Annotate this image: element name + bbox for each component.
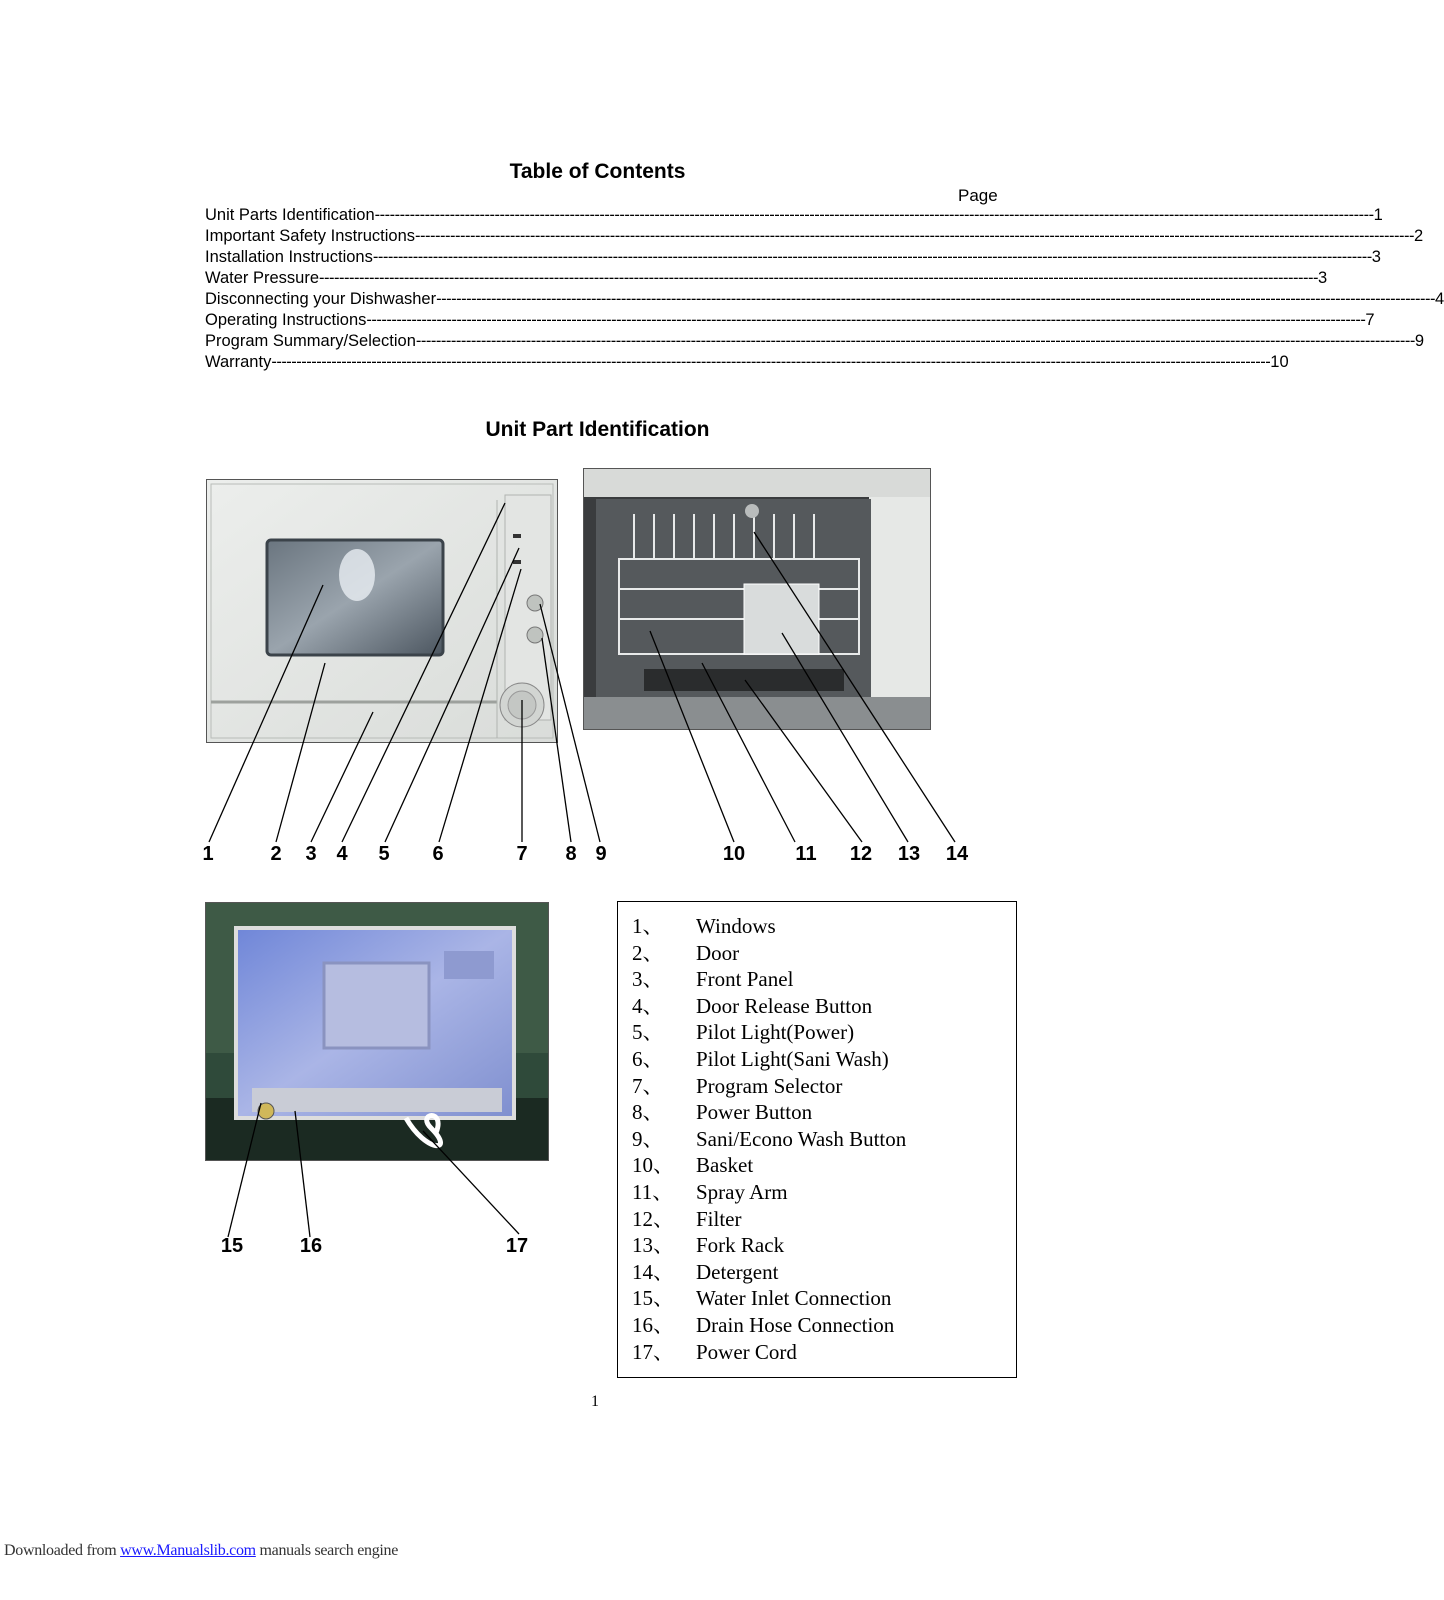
toc-entry-label: Installation Instructions [205, 248, 373, 266]
toc-entry-label: Water Pressure [205, 269, 320, 287]
legend-item-name: Water Inlet Connection [696, 1286, 892, 1311]
toc-page-header: Page [958, 186, 998, 205]
legend-item-number: 10、 [632, 1153, 674, 1178]
callout-number: 14 [945, 843, 969, 865]
toc-leader: -------------------------------------------------------------------------------------------------------------------------------------------------------------------------------------------------------- [436, 290, 1436, 308]
legend-item-number: 1、 [632, 914, 664, 938]
legend-item-number: 16、 [632, 1313, 674, 1337]
legend-item-number: 14、 [632, 1259, 674, 1284]
toc-entry-label: Program Summary/Selection [205, 332, 416, 350]
toc-entry-label: Disconnecting your Dishwasher [205, 290, 437, 308]
callout-number: 6 [432, 843, 444, 865]
legend-item-number: 8、 [632, 1100, 664, 1125]
callout-number: 12 [849, 843, 873, 865]
toc-entry-page: 3 [1371, 248, 1381, 266]
legend-item-number: 6、 [632, 1047, 664, 1071]
toc-entry-page: 1 [1373, 206, 1383, 224]
callout-number: 1 [202, 843, 214, 865]
section-title: Unit Part Identification [485, 418, 710, 441]
parts-legend [617, 901, 1017, 1378]
legend-item-name: Door [696, 940, 740, 965]
toc-entry-page: 10 [1270, 353, 1289, 371]
legend-item-number: 12、 [632, 1206, 674, 1231]
toc-leader: -------------------------------------------------------------------------------------------------------------------------------------------------------------------------------------------------------- [319, 269, 1318, 287]
legend-item [632, 1043, 889, 1069]
toc-leader: -------------------------------------------------------------------------------------------------------------------------------------------------------------------------------------------------------- [374, 206, 1374, 224]
toc-entry-label: Warranty [205, 353, 272, 371]
legend-item-name: Drain Hose Connection [696, 1313, 895, 1337]
toc-leader: -------------------------------------------------------------------------------------------------------------------------------------------------------------------------------------------------------- [271, 353, 1271, 371]
legend-item [632, 910, 776, 936]
callout-number: 4 [336, 843, 348, 865]
callout-number: 7 [516, 843, 528, 865]
footer-download-note [4, 1542, 398, 1560]
callout-number: 11 [795, 843, 817, 865]
legend-item [632, 1256, 778, 1282]
callout-number: 17 [505, 1235, 529, 1257]
legend-item-number: 3、 [632, 967, 664, 992]
footer-suffix: manuals search engine [255, 1542, 399, 1559]
legend-item-name: Power Cord [696, 1339, 797, 1364]
legend-item [632, 990, 872, 1016]
legend-item [632, 1149, 754, 1178]
legend-item-name: Fork Rack [696, 1233, 785, 1258]
legend-item [632, 1096, 813, 1125]
toc-entry-page: 2 [1413, 227, 1424, 245]
legend-item-name: Door Release Button [696, 993, 873, 1018]
toc-leader: -------------------------------------------------------------------------------------------------------------------------------------------------------------------------------------------------------- [415, 227, 1414, 245]
callout-number: 15 [220, 1235, 244, 1257]
callout-number: 13 [897, 843, 921, 865]
toc-entry-page: 9 [1414, 332, 1425, 350]
legend-item-name: Basket [696, 1153, 754, 1178]
legend-item-number: 7、 [632, 1073, 664, 1098]
toc-entry-label: Operating Instructions [205, 311, 367, 329]
footer-link[interactable]: www.Manualslib.com [120, 1542, 256, 1559]
legend-item-name: Power Button [696, 1100, 813, 1125]
toc-leader: -------------------------------------------------------------------------------------------------------------------------------------------------------------------------------------------------------- [372, 248, 1372, 266]
legend-item-name: Filter [696, 1206, 742, 1231]
legend-item-name: Program Selector [696, 1073, 843, 1098]
legend-item-name: Pilot Light(Sani Wash) [696, 1047, 889, 1071]
legend-item [632, 1070, 842, 1096]
legend-item [632, 1123, 906, 1149]
page-number: 1 [591, 1393, 599, 1410]
legend-item [632, 1336, 797, 1362]
toc-entry-label: Unit Parts Identification [205, 206, 375, 224]
callout-number: 16 [299, 1235, 323, 1257]
callout-number: 8 [565, 843, 577, 865]
callout-number: 10 [722, 843, 746, 865]
callout-number: 3 [305, 843, 317, 865]
legend-item-name: Spray Arm [696, 1180, 788, 1204]
toc-leader: -------------------------------------------------------------------------------------------------------------------------------------------------------------------------------------------------------- [366, 311, 1366, 329]
legend-item-number: 11、 [632, 1180, 674, 1204]
legend-item [632, 963, 794, 992]
legend-item [632, 1309, 894, 1335]
legend-item [632, 1282, 892, 1311]
callout-number: 2 [270, 843, 282, 865]
legend-item-number: 5、 [632, 1020, 664, 1045]
legend-item-name: Windows [696, 914, 776, 938]
legend-item-name: Front Panel [696, 967, 794, 992]
callout-number: 9 [595, 843, 607, 865]
legend-item-name: Sani/Econo Wash Button [696, 1126, 907, 1151]
legend-item-number: 13、 [632, 1233, 674, 1258]
toc-entry-page: 4 [1435, 290, 1444, 308]
legend-item-number: 17、 [632, 1339, 674, 1364]
legend-item [632, 1229, 785, 1258]
legend-item [632, 1016, 855, 1045]
legend-item-number: 4、 [632, 993, 664, 1018]
callout-number: 5 [378, 843, 390, 865]
legend-item-name: Detergent [696, 1259, 779, 1284]
legend-item-number: 2、 [632, 940, 664, 965]
toc-title: Table of Contents [509, 160, 686, 183]
legend-item-number: 15、 [632, 1286, 674, 1311]
toc-leader: -------------------------------------------------------------------------------------------------------------------------------------------------------------------------------------------------------- [415, 332, 1415, 350]
legend-item [632, 1176, 788, 1202]
footer-prefix: Downloaded from [4, 1542, 121, 1559]
toc-entry-label: Important Safety Instructions [205, 227, 416, 245]
legend-item [632, 1203, 742, 1229]
legend-item [632, 937, 739, 963]
legend-item-name: Pilot Light(Power) [696, 1020, 855, 1045]
toc-entry-page: 7 [1365, 311, 1375, 329]
toc-entry-page: 3 [1317, 269, 1328, 287]
legend-item-number: 9、 [632, 1126, 664, 1151]
